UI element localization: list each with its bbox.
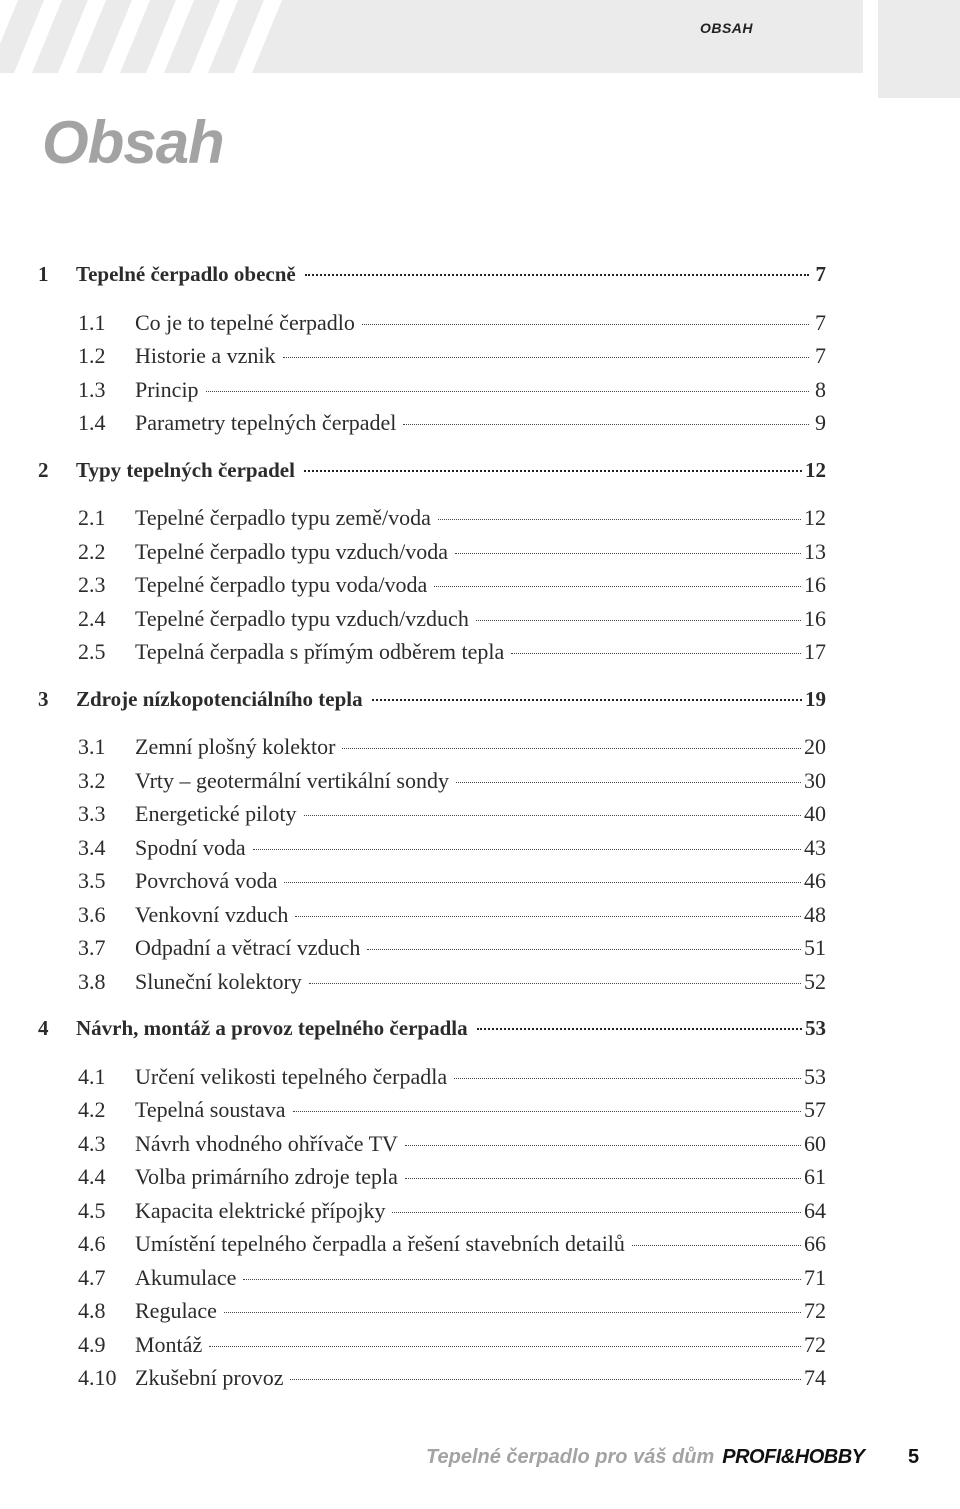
section-title: Venkovní vzduch	[135, 901, 289, 927]
dot-leader	[392, 1212, 801, 1213]
section-page: 30	[804, 767, 826, 793]
chapter-page: 53	[805, 1016, 826, 1040]
toc-section[interactable]	[38, 1127, 826, 1161]
dot-leader	[454, 1078, 801, 1079]
section-page: 13	[804, 538, 826, 564]
section-number: 4.5	[78, 1197, 106, 1223]
section-page: 12	[804, 505, 826, 530]
section-title: Zkušební provoz	[135, 1365, 284, 1390]
dot-leader	[293, 1111, 801, 1112]
toc-section[interactable]	[38, 1060, 826, 1094]
section-page: 8	[815, 376, 826, 402]
section-title: Zemní plošný kolektor	[135, 734, 336, 759]
section-number: 4.6	[78, 1231, 106, 1256]
dot-leader	[304, 815, 802, 816]
dot-leader	[477, 1028, 802, 1030]
dot-leader	[342, 748, 801, 749]
section-title: Princip	[135, 376, 199, 402]
section-number: 2.5	[78, 639, 106, 664]
toc-section[interactable]	[38, 1227, 826, 1261]
section-number: 3.3	[78, 801, 106, 826]
section-title: Spodní voda	[135, 834, 246, 860]
section-number: 4.2	[78, 1097, 106, 1122]
chapter-page: 19	[805, 686, 826, 711]
toc-section[interactable]	[38, 1294, 826, 1328]
toc-section[interactable]	[38, 730, 826, 764]
section-title: Odpadní a větrací vzduch	[135, 935, 361, 960]
footer-book-title: Tepelné čerpadlo pro váš dům	[426, 1446, 715, 1468]
section-title: Návrh vhodného ohřívače TV	[135, 1130, 398, 1156]
section-number: 3.2	[78, 767, 106, 793]
section-title: Akumulace	[135, 1264, 237, 1290]
chapter-title: Zdroje nízkopotenciálního tepla	[76, 686, 363, 711]
footer	[426, 1446, 865, 1469]
dot-leader	[405, 1145, 801, 1146]
section-page: 46	[804, 868, 826, 893]
section-title: Tepelné čerpadlo typu voda/voda	[135, 572, 428, 597]
dot-leader	[456, 782, 801, 783]
section-page: 51	[804, 935, 826, 960]
chapter-number: 4	[38, 1016, 49, 1040]
section-title: Kapacita elektrické přípojky	[135, 1197, 386, 1223]
toc-section[interactable]	[38, 1160, 826, 1194]
section-title: Umístění tepelného čerpadla a řešení stavebních detailů	[135, 1231, 625, 1256]
section-title: Tepelné čerpadlo typu vzduch/voda	[135, 538, 449, 564]
section-page: 9	[815, 410, 826, 435]
section-page: 66	[804, 1231, 826, 1256]
toc-section[interactable]	[38, 1194, 826, 1228]
section-number: 3.1	[78, 734, 106, 759]
toc-section[interactable]	[38, 831, 826, 865]
section-number: 1.4	[78, 410, 106, 435]
dot-leader	[632, 1245, 801, 1246]
dot-leader	[253, 849, 801, 850]
toc-section[interactable]	[38, 501, 826, 535]
header-tab	[878, 0, 960, 98]
section-page: 61	[804, 1164, 826, 1189]
section-title: Co je to tepelné čerpadlo	[135, 309, 355, 335]
toc-section[interactable]	[38, 568, 826, 602]
toc-section[interactable]	[38, 1328, 826, 1362]
section-page: 16	[804, 605, 826, 631]
section-title: Tepelná čerpadla s přímým odběrem tepla	[135, 639, 505, 664]
chapter-page: 12	[805, 457, 826, 482]
dot-leader	[209, 1346, 801, 1347]
section-page: 16	[804, 572, 826, 597]
header-band	[0, 0, 863, 73]
section-title: Tepelná soustava	[135, 1097, 286, 1122]
section-title: Historie a vznik	[135, 343, 276, 368]
section-title: Parametry tepelných čerpadel	[135, 410, 397, 435]
section-number: 1.2	[78, 343, 106, 368]
section-page: 60	[804, 1130, 826, 1156]
chapter-title: Typy tepelných čerpadel	[76, 457, 295, 482]
section-number: 4.4	[78, 1164, 106, 1189]
section-number: 3.7	[78, 935, 106, 960]
dot-leader	[367, 949, 801, 950]
dot-leader	[305, 274, 809, 276]
section-number: 2.3	[78, 572, 106, 597]
dot-leader	[434, 586, 801, 587]
toc-section[interactable]	[38, 1361, 826, 1395]
section-number: 4.9	[78, 1331, 106, 1357]
dot-leader	[405, 1178, 801, 1179]
toc-section[interactable]	[38, 406, 826, 440]
section-page: 72	[804, 1331, 826, 1357]
section-number: 3.5	[78, 868, 106, 893]
section-label: OBSAH	[699, 20, 753, 36]
toc-section[interactable]	[38, 1093, 826, 1127]
page-number: 5	[908, 1446, 920, 1468]
dot-leader	[295, 916, 801, 917]
section-page: 53	[804, 1063, 826, 1089]
section-page: 72	[804, 1298, 826, 1323]
dot-leader	[403, 424, 809, 425]
toc-chapter[interactable]	[38, 1012, 826, 1046]
section-number: 2.4	[78, 605, 106, 631]
section-page: 7	[815, 309, 826, 335]
section-title: Tepelné čerpadlo typu vzduch/vzduch	[135, 605, 469, 631]
toc-section[interactable]	[38, 635, 826, 669]
toc-section[interactable]	[38, 898, 826, 932]
section-page: 57	[804, 1097, 826, 1122]
chapter-number: 2	[38, 457, 49, 482]
section-title: Sluneční kolektory	[135, 968, 302, 994]
section-number: 4.3	[78, 1130, 106, 1156]
header-stripes	[0, 0, 330, 73]
section-number: 4.1	[78, 1063, 106, 1089]
section-page: 7	[815, 343, 826, 368]
footer-brand-logo: PROFI&HOBBY	[722, 1446, 865, 1468]
toc-section[interactable]	[38, 535, 826, 569]
toc-section[interactable]	[38, 797, 826, 831]
section-number: 4.10	[78, 1365, 117, 1390]
dot-leader	[243, 1279, 801, 1280]
chapter-number: 1	[38, 262, 49, 286]
dot-leader	[362, 324, 809, 325]
section-page: 52	[804, 968, 826, 994]
section-title: Určení velikosti tepelného čerpadla	[135, 1063, 448, 1089]
section-title: Tepelné čerpadlo typu země/voda	[135, 505, 431, 530]
section-number: 1.1	[78, 309, 106, 335]
dot-leader	[290, 1379, 801, 1380]
section-page: 48	[804, 901, 826, 927]
section-page: 74	[804, 1365, 826, 1390]
dot-leader	[224, 1312, 801, 1313]
section-number: 4.8	[78, 1298, 106, 1323]
section-number: 3.6	[78, 901, 106, 927]
section-title: Vrty – geotermální vertikální sondy	[135, 767, 449, 793]
section-title: Energetické piloty	[135, 801, 297, 826]
toc-chapter[interactable]	[38, 454, 826, 488]
dot-leader	[476, 620, 801, 621]
section-title: Povrchová voda	[135, 868, 278, 893]
toc-chapter[interactable]	[38, 683, 826, 717]
toc-section[interactable]	[38, 931, 826, 965]
chapter-number: 3	[38, 686, 49, 711]
section-number: 2.1	[78, 505, 106, 530]
section-page: 40	[804, 801, 826, 826]
page-title: Obsah	[42, 109, 224, 176]
dot-leader	[438, 519, 801, 520]
section-title: Montáž	[135, 1331, 203, 1357]
toc-section[interactable]	[38, 965, 826, 999]
toc-section[interactable]	[38, 1261, 826, 1295]
toc-section[interactable]	[38, 602, 826, 636]
section-page: 17	[804, 639, 826, 664]
section-page: 20	[804, 734, 826, 759]
table-of-contents	[38, 258, 826, 1395]
dot-leader	[455, 553, 801, 554]
section-page: 71	[804, 1264, 826, 1290]
dot-leader	[372, 699, 802, 701]
section-number: 2.2	[78, 538, 106, 564]
toc-section[interactable]	[38, 373, 826, 407]
chapter-page: 7	[815, 262, 826, 286]
section-page: 43	[804, 834, 826, 860]
dot-leader	[284, 882, 801, 883]
toc-section[interactable]	[38, 306, 826, 340]
section-number: 1.3	[78, 376, 106, 402]
chapter-title: Tepelné čerpadlo obecně	[76, 262, 296, 286]
section-number: 3.4	[78, 834, 106, 860]
section-page: 64	[804, 1197, 826, 1223]
toc-section[interactable]	[38, 764, 826, 798]
section-number: 4.7	[78, 1264, 106, 1290]
dot-leader	[206, 391, 809, 392]
dot-leader	[309, 983, 801, 984]
toc-section[interactable]	[38, 339, 826, 373]
chapter-title: Návrh, montáž a provoz tepelného čerpadla	[76, 1016, 468, 1040]
section-title: Volba primárního zdroje tepla	[135, 1164, 398, 1189]
dot-leader	[283, 357, 809, 358]
dot-leader	[511, 653, 801, 654]
section-title: Regulace	[135, 1298, 217, 1323]
dot-leader	[304, 470, 802, 472]
section-number: 3.8	[78, 968, 106, 994]
toc-chapter[interactable]	[38, 258, 826, 292]
toc-section[interactable]	[38, 864, 826, 898]
